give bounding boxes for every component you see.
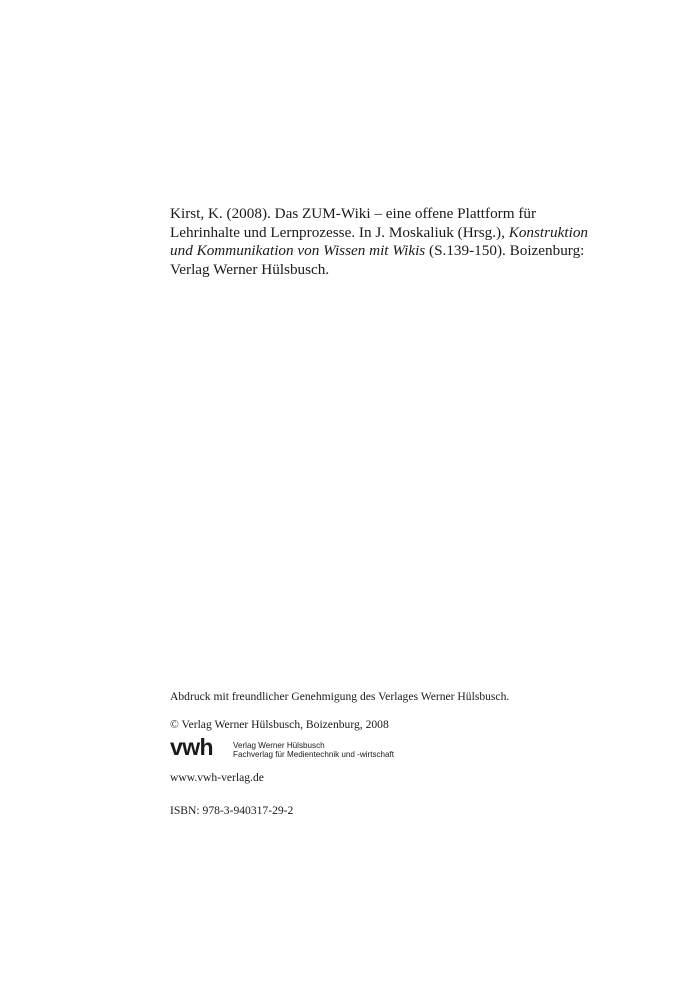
book-title-part-1: Konstruktion: [508, 223, 589, 241]
vwh-logo-lettering: vwh: [170, 737, 213, 759]
citation-line-1: Kirst, K. (2008). Das ZUM-Wiki – eine offene Plattform für: [170, 205, 537, 222]
citation-line-3-text: (S.139-150). Boizenburg:: [429, 242, 585, 260]
citation-line-4: Verlag Werner Hülsbusch.: [170, 260, 330, 278]
citation-line-3: [170, 242, 640, 261]
book-title-part-2: und Kommunikation von Wissen mit Wikis: [170, 242, 426, 260]
copyright-line: © Verlag Werner Hülsbusch, Boizenburg, 2008: [170, 718, 389, 731]
website-link[interactable]: www.vwh-verlag.de: [170, 771, 264, 784]
logo-publisher-name: Verlag Werner Hülsbusch: [233, 741, 325, 750]
logo-text: [233, 741, 394, 759]
vwh-logo-mark: [170, 737, 232, 759]
publisher-logo: [170, 737, 394, 763]
citation-block: [170, 205, 640, 279]
reprint-notice: Abdruck mit freundlicher Genehmigung des Verlages Werner Hülsbusch.: [170, 690, 510, 703]
logo-publisher-tagline: Fachverlag für Medientechnik und -wirtschaft: [233, 750, 395, 759]
isbn: ISBN: 978-3-940317-29-2: [170, 804, 294, 817]
citation-line-2: [170, 224, 640, 243]
citation-line-2-text: Lehrinhalte und Lernprozesse. In J. Moskaliuk (Hrsg.),: [170, 223, 505, 241]
